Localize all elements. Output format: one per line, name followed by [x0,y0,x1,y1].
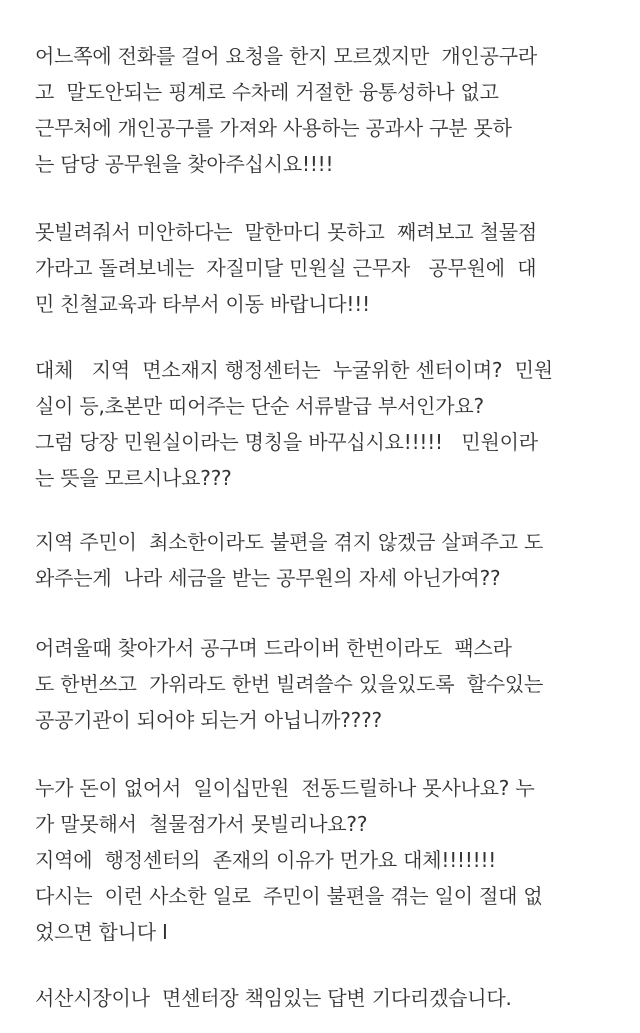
text-line: 지역 주민이 최소한이라도 불편을 겪지 않겠금 살펴주고 도 [35,530,544,554]
text-line: 서산시장이나 면센터장 책임있는 답변 기다리겠습니다. [35,986,512,1010]
text-line: 어려울때 찾아가서 공구며 드라이버 한번이라도 팩스라 [35,636,512,660]
text-line: 대체 지역 면소재지 행정센터는 누굴위한 센터이며? 민원 [35,358,553,382]
text-line: 고 말도안되는 핑계로 수차레 거절한 융통성하나 없고 [35,80,499,104]
text-line: 그럼 당장 민원실이라는 명칭을 바꾸십시요!!!!! 민원이라 [35,430,538,454]
paragraph-4 [35,524,543,596]
text-line: 공공기관이 되어야 되는거 아닙니까???? [35,708,382,732]
paragraph-7 [35,980,512,1016]
paragraph-2 [35,214,537,322]
text-line: 가 말못해서 철물점가서 못빌리나요?? [35,812,368,836]
paragraph-5 [35,630,543,738]
paragraph-6 [35,770,543,950]
text-line: 민 친철교육과 타부서 이동 바랍니다!!! [35,292,370,316]
text-line: 는 뜻을 모르시나요??? [35,466,232,490]
text-line: 었으면 합니다 I [35,920,168,944]
text-line: 누가 돈이 없어서 일이십만원 전동드릴하나 못사나요? 누 [35,776,535,800]
text-line: 가라고 돌려보네는 자질미달 민원실 근무자 공무원에 대 [35,256,537,280]
text-line: 지역에 행정센터의 존재의 이유가 먼가요 대체!!!!!!! [35,848,497,872]
text-line: 근무처에 개인공구를 가져와 사용하는 공과사 구분 못하 [35,116,512,140]
text-line: 실이 등,초본만 띠어주는 단순 서류발급 부서인가요? [35,394,484,418]
text-line: 못빌려줘서 미안하다는 말한마디 못하고 째려보고 철물점 [35,220,537,244]
text-line: 다시는 이런 사소한 일로 주민이 불편을 겪는 일이 절대 없 [35,884,543,908]
text-line: 어느쪽에 전화를 걸어 요청을 한지 모르겠지만 개인공구라 [35,44,537,68]
paragraph-3 [35,352,553,496]
text-line: 와주는게 나라 세금을 받는 공무원의 자세 아닌가여?? [35,566,501,590]
paragraph-1 [35,38,537,182]
text-line: 도 한번쓰고 가위라도 한번 빌려쓸수 있을있도록 할수있는 [35,672,544,696]
text-line: 는 담당 공무원을 찾아주십시요!!!! [35,152,334,176]
